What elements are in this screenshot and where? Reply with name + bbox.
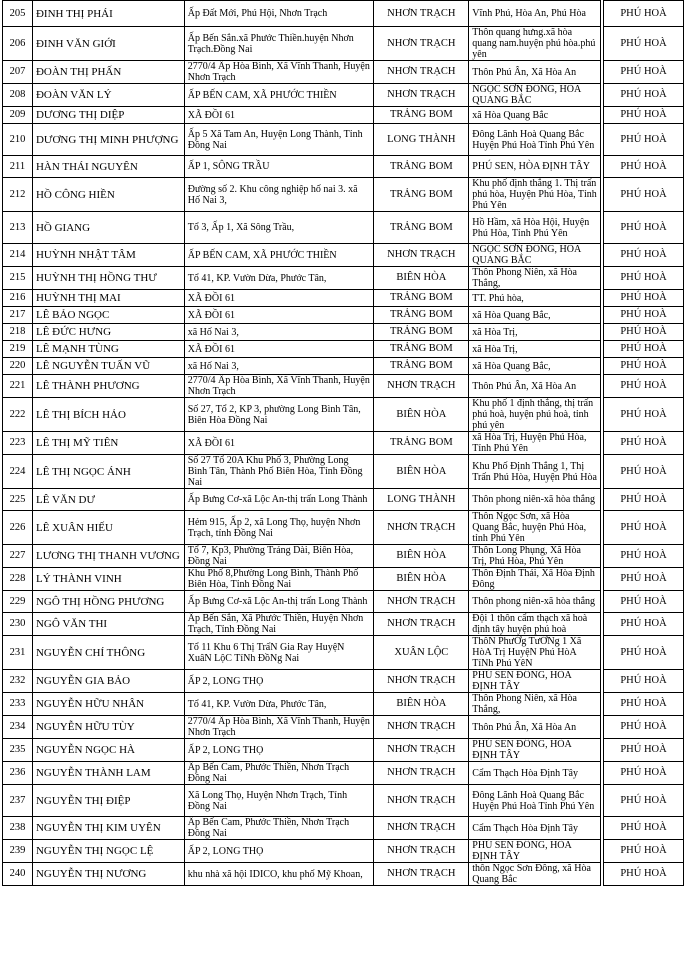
table-row (3, 613, 684, 636)
name-cell: NGUYỄN CHÍ THÔNG (32, 636, 184, 670)
table-body (3, 1, 684, 886)
stt-cell: 222 (3, 398, 33, 432)
current-address-cell: Khu Phố 8,Phường Long Bình, Thành Phố Biên Hòa, Tỉnh Đồng Nai (184, 568, 374, 591)
name-cell: NGÔ VĂN THI (32, 613, 184, 636)
name-cell: HUỲNH THỊ HỒNG THƯ (32, 267, 184, 290)
stt-cell: 231 (3, 636, 33, 670)
stt-cell: 220 (3, 358, 33, 375)
table-row (3, 840, 684, 863)
current-address-cell: Ấp Bưng Cơ-xã Lộc An-thị trấn Long Thành (184, 591, 374, 613)
current-address-cell: Tổ 11 Khu 6 Thị TrấN Gia Ray HuyệN XuâN LộC TỉNh ĐồNg Nai (184, 636, 374, 670)
hometown-cell: Thôn Long Phụng, Xã Hòa Trị, Phú Hòa, Phú Yên (469, 545, 601, 568)
hometown-cell: Thôn Phong Niên, xã Hòa Thắng, (469, 693, 601, 716)
name-cell: LÊ NGUYỄN TUẤN VŨ (32, 358, 184, 375)
registered-district-cell: PHÚ HOÀ (604, 432, 684, 455)
hometown-cell: Vĩnh Phú, Hòa An, Phú Hòa (469, 1, 601, 27)
hometown-cell: xã Hòa Trị, (469, 324, 601, 341)
stt-cell: 206 (3, 27, 33, 61)
hometown-cell: Thôn Định Thái, Xã Hòa Định Đông (469, 568, 601, 591)
table-row (3, 762, 684, 785)
table-row (3, 341, 684, 358)
current-district-cell: NHƠN TRẠCH (374, 785, 469, 817)
registered-district-cell: PHÚ HOÀ (604, 840, 684, 863)
current-address-cell: Đường số 2. Khu công nghiệp hố nai 3. xã Hố Nai 3, (184, 178, 374, 212)
current-address-cell: 2770/4 Ấp Hòa Bình, Xã Vĩnh Thanh, Huyện Nhơn Trạch (184, 61, 374, 84)
stt-cell: 232 (3, 670, 33, 693)
registered-district-cell: PHÚ HOÀ (604, 358, 684, 375)
name-cell: HUỲNH THỊ MAI (32, 290, 184, 307)
stt-cell: 207 (3, 61, 33, 84)
current-address-cell: Tổ 41, KP. Vườn Dừa, Phước Tân, (184, 693, 374, 716)
table-row (3, 398, 684, 432)
hometown-cell: Khu Phố Định Thắng 1, Thị Trấn Phú Hòa, Huyện Phú Hòa (469, 455, 601, 489)
current-address-cell: ẤP 1, SÔNG TRẦU (184, 156, 374, 178)
stt-cell: 230 (3, 613, 33, 636)
current-address-cell: Tổ 3, Ấp 1, Xã Sông Trầu, (184, 212, 374, 244)
table-row (3, 244, 684, 267)
stt-cell: 233 (3, 693, 33, 716)
stt-cell: 224 (3, 455, 33, 489)
hometown-cell: NGỌC SƠN ĐÔNG, HÒA QUANG BẮC (469, 244, 601, 267)
registered-district-cell: PHÚ HOÀ (604, 545, 684, 568)
current-address-cell: 2770/4 Ấp Hòa Bình, Xã Vĩnh Thanh, Huyện Nhơn Trạch (184, 716, 374, 739)
table-row (3, 863, 684, 886)
current-district-cell: LONG THÀNH (374, 489, 469, 511)
registered-district-cell: PHÚ HOÀ (604, 716, 684, 739)
hometown-cell: ThôN PhưỚg TưỚNg 1 Xã HòA Trị HuyệN Phú HòA TỉNh Phú YêN (469, 636, 601, 670)
current-address-cell: Xã Long Thọ, Huyện Nhơn Trạch, Tỉnh Đồng Nai (184, 785, 374, 817)
table-row (3, 156, 684, 178)
name-cell: ĐINH THỊ PHÁI (32, 1, 184, 27)
current-district-cell: XUÂN LỘC (374, 636, 469, 670)
table-row (3, 1, 684, 27)
hometown-cell: xã Hòa Quang Bắc (469, 107, 601, 124)
current-address-cell: xã Hố Nai 3, (184, 324, 374, 341)
registered-district-cell: PHÚ HOÀ (604, 61, 684, 84)
name-cell: NGUYỄN THỊ ĐIỆP (32, 785, 184, 817)
current-district-cell: NHƠN TRẠCH (374, 61, 469, 84)
name-cell: ĐOÀN VĂN LÝ (32, 84, 184, 107)
current-district-cell: NHƠN TRẠCH (374, 840, 469, 863)
name-cell: NGUYỄN THỊ NGỌC LỆ (32, 840, 184, 863)
stt-cell: 212 (3, 178, 33, 212)
registered-district-cell: PHÚ HOÀ (604, 670, 684, 693)
stt-cell: 211 (3, 156, 33, 178)
stt-cell: 227 (3, 545, 33, 568)
current-address-cell: Ấp 5 Xã Tam An, Huyện Long Thành, Tỉnh Đồng Nai (184, 124, 374, 156)
registered-district-cell: PHÚ HOÀ (604, 375, 684, 398)
hometown-cell: Thôn quang hưng.xã hòa quang nam.huyện phú hòa.phú yên (469, 27, 601, 61)
table-row (3, 785, 684, 817)
current-address-cell: Ấp Bến Cam, Phước Thiền, Nhơn Trạch Đồng Nai (184, 762, 374, 785)
hometown-cell: PHÚ SEN ĐÔNG, HÒA ĐỊNH TÂY (469, 840, 601, 863)
stt-cell: 221 (3, 375, 33, 398)
current-district-cell: BIÊN HÒA (374, 398, 469, 432)
current-district-cell: BIÊN HÒA (374, 455, 469, 489)
registered-district-cell: PHÚ HOÀ (604, 739, 684, 762)
hometown-cell: Thôn Phú Ân, Xã Hòa An (469, 716, 601, 739)
current-address-cell: Tổ 41, KP. Vườn Dừa, Phước Tân, (184, 267, 374, 290)
table-row (3, 670, 684, 693)
current-district-cell: TRẢNG BOM (374, 307, 469, 324)
stt-cell: 223 (3, 432, 33, 455)
registered-district-cell: PHÚ HOÀ (604, 455, 684, 489)
current-district-cell: TRẢNG BOM (374, 212, 469, 244)
table-row (3, 358, 684, 375)
current-district-cell: NHƠN TRẠCH (374, 511, 469, 545)
registered-district-cell: PHÚ HOÀ (604, 124, 684, 156)
hometown-cell: Cẩm Thạch Hòa Định Tây (469, 762, 601, 785)
stt-cell: 240 (3, 863, 33, 886)
stt-cell: 236 (3, 762, 33, 785)
name-cell: DƯƠNG THỊ MINH PHƯỢNG (32, 124, 184, 156)
stt-cell: 226 (3, 511, 33, 545)
current-district-cell: NHƠN TRẠCH (374, 762, 469, 785)
hometown-cell: Khu phố 1 định thắng, thị trấn phú hoà, huyện phú hoà, tỉnh phú yên (469, 398, 601, 432)
table-row (3, 212, 684, 244)
current-district-cell: TRẢNG BOM (374, 324, 469, 341)
stt-cell: 216 (3, 290, 33, 307)
current-address-cell: xã Hố Nai 3, (184, 358, 374, 375)
stt-cell: 217 (3, 307, 33, 324)
registration-table (2, 0, 684, 886)
name-cell: LÊ THỊ BÍCH HẢO (32, 398, 184, 432)
current-address-cell: Số 27, Tổ 2, KP 3, phường Long Bình Tân, Biên Hòa Đồng Nai (184, 398, 374, 432)
table-row (3, 84, 684, 107)
hometown-cell: Khu phố định thắng 1. Thị trấn phú hòa, Huyện Phú Hòa, Tỉnh Phú Yên (469, 178, 601, 212)
current-address-cell: Ấp Bến Sắn, Xã Phước Thiền, Huyện Nhơn Trạch, Tỉnh Đồng Nai (184, 613, 374, 636)
registered-district-cell: PHÚ HOÀ (604, 863, 684, 886)
hometown-cell: PHÚ SEN ĐÔNG, HÒA ĐỊNH TÂY (469, 670, 601, 693)
hometown-cell: Hồ Hầm, xã Hòa Hội, Huyện Phú Hòa, Tỉnh Phú Yên (469, 212, 601, 244)
hometown-cell: Đông Lãnh Hoà Quang Bắc Huyện Phú Hoà Tỉnh Phú Yên (469, 124, 601, 156)
current-district-cell: NHƠN TRẠCH (374, 375, 469, 398)
current-district-cell: NHƠN TRẠCH (374, 84, 469, 107)
current-district-cell: TRẢNG BOM (374, 341, 469, 358)
stt-cell: 208 (3, 84, 33, 107)
table-row (3, 107, 684, 124)
table-row (3, 568, 684, 591)
registered-district-cell: PHÚ HOÀ (604, 178, 684, 212)
hometown-cell: xã Hòa Trị, Huyện Phú Hòa, Tỉnh Phú Yên (469, 432, 601, 455)
registered-district-cell: PHÚ HOÀ (604, 307, 684, 324)
current-district-cell: NHƠN TRẠCH (374, 244, 469, 267)
stt-cell: 237 (3, 785, 33, 817)
current-address-cell: ẤP 2, LONG THỌ (184, 840, 374, 863)
table-row (3, 636, 684, 670)
stt-cell: 239 (3, 840, 33, 863)
name-cell: LÊ ĐỨC HƯNG (32, 324, 184, 341)
registered-district-cell: PHÚ HOÀ (604, 817, 684, 840)
table-row (3, 591, 684, 613)
current-address-cell: XÃ ĐỒI 61 (184, 107, 374, 124)
current-address-cell: khu nhà xã hội IDICO, khu phố Mỹ Khoan, (184, 863, 374, 886)
registered-district-cell: PHÚ HOÀ (604, 212, 684, 244)
stt-cell: 219 (3, 341, 33, 358)
current-district-cell: BIÊN HÒA (374, 545, 469, 568)
hometown-cell: NGỌC SƠN ĐÔNG, HÒA QUANG BẮC (469, 84, 601, 107)
current-district-cell: NHƠN TRẠCH (374, 670, 469, 693)
current-district-cell: TRẢNG BOM (374, 432, 469, 455)
stt-cell: 218 (3, 324, 33, 341)
registered-district-cell: PHÚ HOÀ (604, 27, 684, 61)
registered-district-cell: PHÚ HOÀ (604, 568, 684, 591)
registered-district-cell: PHÚ HOÀ (604, 785, 684, 817)
stt-cell: 228 (3, 568, 33, 591)
name-cell: LÝ THÀNH VINH (32, 568, 184, 591)
current-address-cell: Ấp Bến Sắn.xã Phước Thiền.huyện Nhơn Trạch.Đồng Nai (184, 27, 374, 61)
name-cell: HÀN THÁI NGUYÊN (32, 156, 184, 178)
registered-district-cell: PHÚ HOÀ (604, 341, 684, 358)
table-row (3, 27, 684, 61)
registered-district-cell: PHÚ HOÀ (604, 156, 684, 178)
current-district-cell: TRẢNG BOM (374, 178, 469, 212)
table-row (3, 324, 684, 341)
name-cell: NGUYỄN NGỌC HÀ (32, 739, 184, 762)
name-cell: NGUYỄN THÀNH LAM (32, 762, 184, 785)
stt-cell: 209 (3, 107, 33, 124)
table-row (3, 739, 684, 762)
stt-cell: 238 (3, 817, 33, 840)
registered-district-cell: PHÚ HOÀ (604, 511, 684, 545)
current-district-cell: BIÊN HÒA (374, 693, 469, 716)
name-cell: DƯƠNG THỊ DIỆP (32, 107, 184, 124)
current-address-cell: ẤP 2, LONG THỌ (184, 670, 374, 693)
name-cell: HỒ CÔNG HIỀN (32, 178, 184, 212)
registered-district-cell: PHÚ HOÀ (604, 324, 684, 341)
current-district-cell: NHƠN TRẠCH (374, 591, 469, 613)
hometown-cell: Đội 1 thôn cẩm thạch xã hoà định tây huyện phú hoà (469, 613, 601, 636)
current-address-cell: XÃ ĐỒI 61 (184, 290, 374, 307)
current-address-cell: XÃ ĐỒI 61 (184, 307, 374, 324)
name-cell: LÊ BẢO NGỌC (32, 307, 184, 324)
current-address-cell: ẤP 2, LONG THỌ (184, 739, 374, 762)
registered-district-cell: PHÚ HOÀ (604, 267, 684, 290)
table-row (3, 817, 684, 840)
current-district-cell: TRẢNG BOM (374, 358, 469, 375)
name-cell: LÊ VĂN DƯ (32, 489, 184, 511)
registered-district-cell: PHÚ HOÀ (604, 762, 684, 785)
current-address-cell: Tổ 7, Kp3, Phường Trảng Dài, Biên Hòa, Đồng Nai (184, 545, 374, 568)
current-district-cell: NHƠN TRẠCH (374, 716, 469, 739)
name-cell: ĐOÀN THỊ PHẤN (32, 61, 184, 84)
registered-district-cell: PHÚ HOÀ (604, 244, 684, 267)
current-address-cell: Ấp Bưng Cơ-xã Lộc An-thị trấn Long Thành (184, 489, 374, 511)
current-address-cell: Ấp Đất Mới, Phú Hội, Nhơn Trạch (184, 1, 374, 27)
table-row (3, 716, 684, 739)
stt-cell: 214 (3, 244, 33, 267)
name-cell: HỒ GIANG (32, 212, 184, 244)
hometown-cell: Thôn phong niên-xã hòa thắng (469, 591, 601, 613)
current-district-cell: NHƠN TRẠCH (374, 739, 469, 762)
current-district-cell: NHƠN TRẠCH (374, 613, 469, 636)
registered-district-cell: PHÚ HOÀ (604, 398, 684, 432)
current-district-cell: TRẢNG BOM (374, 156, 469, 178)
stt-cell: 215 (3, 267, 33, 290)
name-cell: LÊ THÀNH PHƯƠNG (32, 375, 184, 398)
name-cell: LÊ THỊ MỸ TIÊN (32, 432, 184, 455)
stt-cell: 210 (3, 124, 33, 156)
stt-cell: 205 (3, 1, 33, 27)
stt-cell: 225 (3, 489, 33, 511)
name-cell: NGUYỄN GIA BẢO (32, 670, 184, 693)
table-row (3, 375, 684, 398)
hometown-cell: xã Hòa Quang Bắc, (469, 358, 601, 375)
table-row (3, 432, 684, 455)
name-cell: ĐINH VĂN GIỚI (32, 27, 184, 61)
current-district-cell: NHƠN TRẠCH (374, 863, 469, 886)
current-district-cell: NHƠN TRẠCH (374, 27, 469, 61)
name-cell: LƯƠNG THỊ THANH VƯƠNG (32, 545, 184, 568)
table-row (3, 307, 684, 324)
current-address-cell: 2770/4 Ấp Hòa Bình, Xã Vĩnh Thanh, Huyện Nhơn Trạch (184, 375, 374, 398)
table-row (3, 489, 684, 511)
table-row (3, 511, 684, 545)
hometown-cell: PHÚ SEN, HÒA ĐỊNH TÂY (469, 156, 601, 178)
current-district-cell: NHƠN TRẠCH (374, 1, 469, 27)
stt-cell: 234 (3, 716, 33, 739)
registered-district-cell: PHÚ HOÀ (604, 84, 684, 107)
name-cell: LÊ XUÂN HIẾU (32, 511, 184, 545)
hometown-cell: xã Hòa Trị, (469, 341, 601, 358)
hometown-cell: thôn Ngọc Sơn Đông, xã Hòa Quang Bắc (469, 863, 601, 886)
table-row (3, 267, 684, 290)
hometown-cell: Thôn Phú Ân, Xã Hòa An (469, 375, 601, 398)
name-cell: NGÔ THỊ HỒNG PHƯƠNG (32, 591, 184, 613)
hometown-cell: TT. Phú hòa, (469, 290, 601, 307)
registered-district-cell: PHÚ HOÀ (604, 290, 684, 307)
hometown-cell: Thôn Phong Niên, xã Hòa Thắng, (469, 267, 601, 290)
current-address-cell: ẤP BẾN CAM, XÃ PHƯỚC THIỀN (184, 84, 374, 107)
table-row (3, 455, 684, 489)
current-address-cell: XÃ ĐỒI 61 (184, 432, 374, 455)
current-district-cell: BIÊN HÒA (374, 568, 469, 591)
current-district-cell: NHƠN TRẠCH (374, 817, 469, 840)
table-row (3, 290, 684, 307)
current-address-cell: Ấp Bến Cam, Phước Thiền, Nhơn Trạch Đồng Nai (184, 817, 374, 840)
hometown-cell: Thôn Ngọc Sơn, xã Hòa Quang Bắc, huyện Phú Hòa, tỉnh Phú Yên (469, 511, 601, 545)
name-cell: NGUYỄN HỮU NHÂN (32, 693, 184, 716)
current-address-cell: Hẻm 915, Ấp 2, xã Long Thọ, huyện Nhơn Trạch, tỉnh Đồng Nai (184, 511, 374, 545)
name-cell: LÊ MẠNH TÙNG (32, 341, 184, 358)
hometown-cell: Cẩm Thạch Hòa Định Tây (469, 817, 601, 840)
hometown-cell: Thôn Phú Ân, Xã Hòa An (469, 61, 601, 84)
table-row (3, 545, 684, 568)
current-address-cell: ẤP BẾN CAM, XÃ PHƯỚC THIỀN (184, 244, 374, 267)
hometown-cell: PHÚ SEN ĐÔNG, HÒA ĐỊNH TÂY (469, 739, 601, 762)
table-row (3, 61, 684, 84)
registered-district-cell: PHÚ HOÀ (604, 591, 684, 613)
current-district-cell: TRẢNG BOM (374, 107, 469, 124)
table-row (3, 178, 684, 212)
registered-district-cell: PHÚ HOÀ (604, 613, 684, 636)
current-district-cell: BIÊN HÒA (374, 267, 469, 290)
current-address-cell: Số 27 Tổ 20A Khu Phố 3, Phường Long Bình Tân, Thành Phố Biên Hòa, Tỉnh Đồng Nai (184, 455, 374, 489)
registered-district-cell: PHÚ HOÀ (604, 693, 684, 716)
current-district-cell: LONG THÀNH (374, 124, 469, 156)
stt-cell: 235 (3, 739, 33, 762)
stt-cell: 213 (3, 212, 33, 244)
name-cell: NGUYỄN THỊ NƯƠNG (32, 863, 184, 886)
current-district-cell: TRẢNG BOM (374, 290, 469, 307)
name-cell: NGUYỄN HỮU TÙY (32, 716, 184, 739)
registered-district-cell: PHÚ HOÀ (604, 489, 684, 511)
hometown-cell: Thôn phong niên-xã hòa thắng (469, 489, 601, 511)
registered-district-cell: PHÚ HOÀ (604, 636, 684, 670)
hometown-cell: xã Hòa Quang Bắc, (469, 307, 601, 324)
current-address-cell: XÃ ĐỒI 61 (184, 341, 374, 358)
name-cell: LÊ THỊ NGỌC ÁNH (32, 455, 184, 489)
registered-district-cell: PHÚ HOÀ (604, 1, 684, 27)
hometown-cell: Đông Lãnh Hoà Quang Bắc Huyện Phú Hoà Tỉnh Phú Yên (469, 785, 601, 817)
table-row (3, 124, 684, 156)
table-row (3, 693, 684, 716)
registered-district-cell: PHÚ HOÀ (604, 107, 684, 124)
stt-cell: 229 (3, 591, 33, 613)
name-cell: HUỲNH NHẬT TÂM (32, 244, 184, 267)
name-cell: NGUYỄN THỊ KIM UYÊN (32, 817, 184, 840)
